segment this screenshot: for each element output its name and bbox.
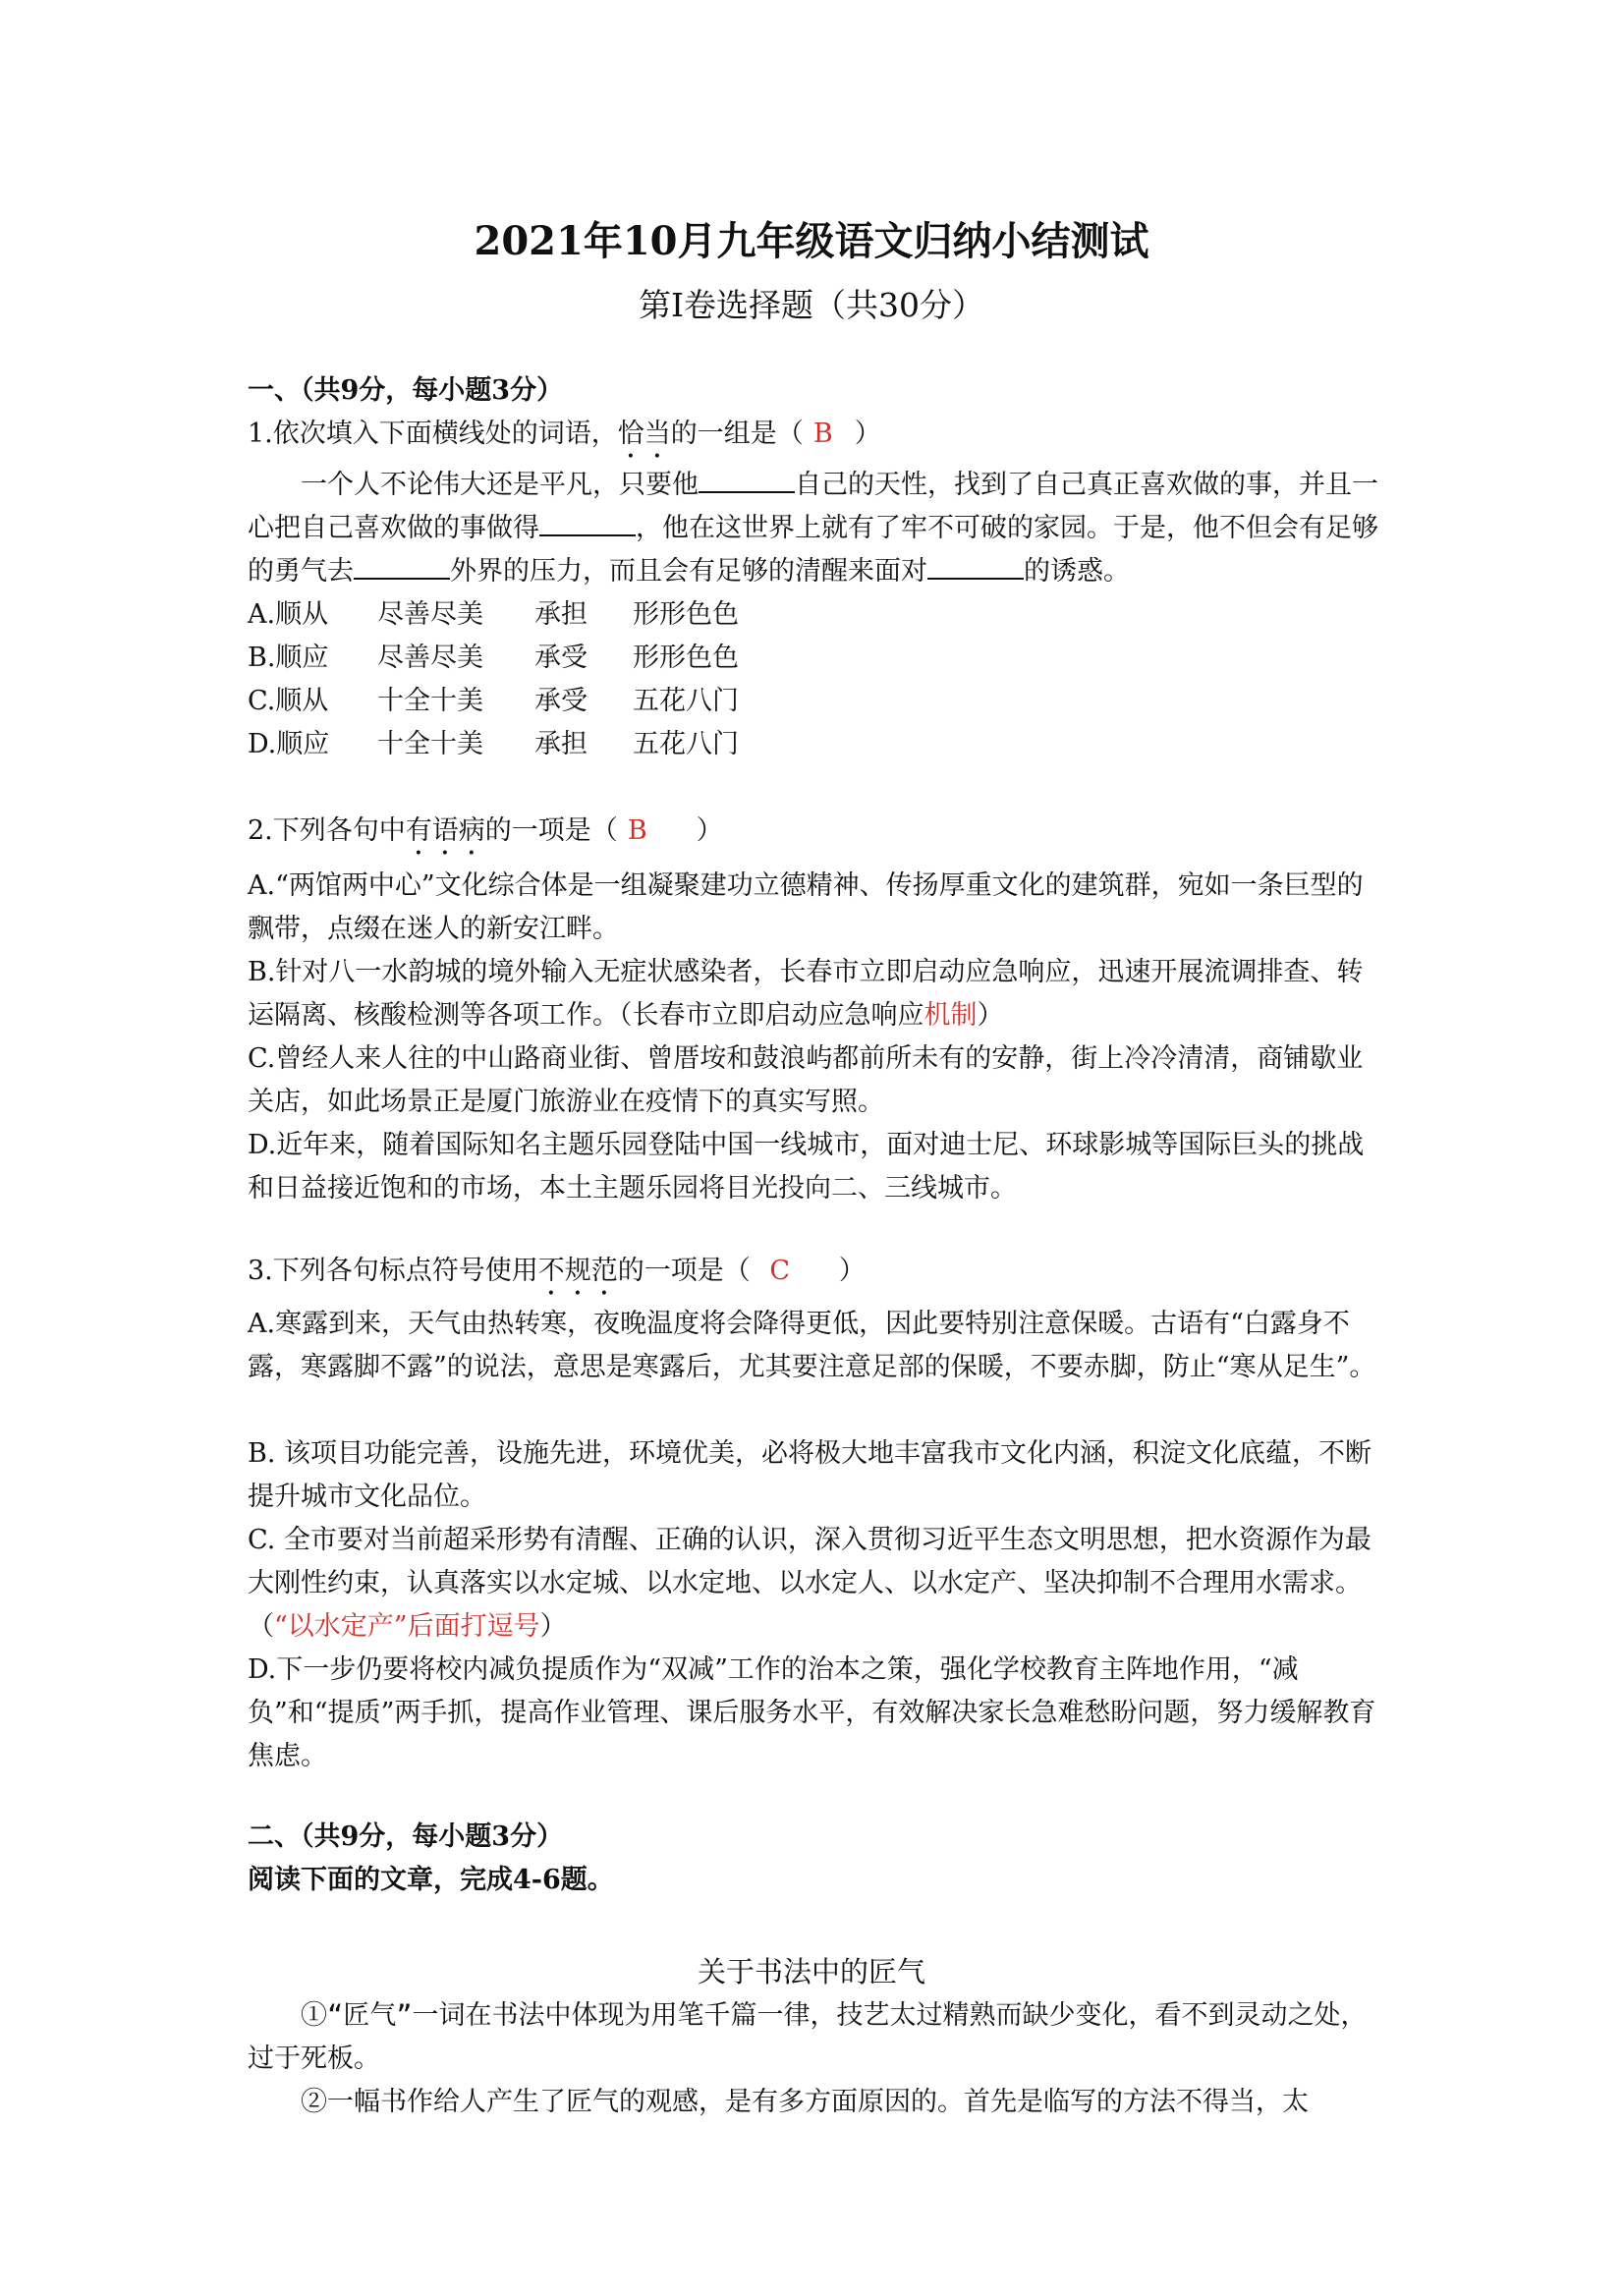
opt-d-2: 十全十美 <box>377 729 483 759</box>
q1-answer: B <box>812 419 833 449</box>
q1-option-d <box>248 723 1387 766</box>
q2-close: ） <box>696 815 723 846</box>
opt-b-1: B.顺应 <box>248 643 329 673</box>
page-title: 2021年10月九年级语文归纳小结测试 <box>474 218 1149 264</box>
q2-note-red: 机制 <box>923 1000 978 1031</box>
q2-prefix: 2.下列各句中 <box>248 815 406 846</box>
q1-emphasis: 恰当 <box>617 419 671 449</box>
q2-stem <box>248 810 1387 862</box>
page-subtitle: 第Ⅰ卷选择题（共30分） <box>638 286 985 324</box>
q1-prefix: 1.依次填入下面横线处的词语， <box>248 419 618 449</box>
q3-option-b: B. 该项目功能完善，设施先进，环境优美，必将极大地丰富我市文化内涵，积淀文化底蕴，不断提升城市文化品位。 <box>248 1438 1372 1512</box>
opt-d-1: D.顺应 <box>248 729 330 759</box>
q1-passage-part5: 的诱惑。 <box>1024 556 1130 587</box>
q1-passage-part3: ，他在这世界上就有了牢不可破的家园。于是，他不但会有足够的勇气去 <box>248 513 1378 587</box>
opt-d-3: 承担 <box>534 729 588 759</box>
q2-note-close: ） <box>977 1000 1004 1031</box>
q3-option-c <box>248 1519 1387 1649</box>
opt-d-4: 五花八门 <box>633 729 739 759</box>
q3-note-red: “以水定产”后面打逗号 <box>274 1611 540 1642</box>
opt-c-2: 十全十美 <box>377 686 483 716</box>
article-paragraph-2: ②一幅书作给人产生了匠气的观感，是有多方面原因的。首先是临写的方法不得当，太 <box>301 2087 1309 2117</box>
q1-stem <box>248 413 1387 465</box>
q1-passage-part1: 一个人不论伟大还是平凡，只要他 <box>301 470 699 500</box>
q1-suffix: 的一组是（ <box>670 419 804 449</box>
q1-close: ） <box>854 419 881 449</box>
q1-option-c <box>248 680 1387 723</box>
section1-heading: 一、（共9分，每小题3分） <box>248 375 564 406</box>
q3-note-close: ） <box>539 1611 567 1642</box>
q1-option-b <box>248 637 1387 680</box>
opt-a-2: 尽善尽美 <box>377 599 483 630</box>
q3-stem <box>248 1250 1387 1302</box>
q3-option-c-text: C. 全市要对当前超采形势有清醒、正确的认识，深入贯彻习近平生态文明思想，把水资源作为最大刚性约束，认真落实以水定城、以水定地、以水定人、以水定产、坚决抑制不合理用水需求。 <box>248 1525 1371 1598</box>
q2-option-c: C.曾经人来人往的中山路商业街、曾厝垵和鼓浪屿都前所未有的安静，街上冷冷清清，商铺歇业关店，如此场景正是厦门旅游业在疫情下的真实写照。 <box>248 1043 1364 1117</box>
q2-note-prefix: （长春市立即启动应急响应 <box>619 1000 924 1031</box>
opt-a-3: 承担 <box>534 599 588 630</box>
q1-blank-2 <box>539 507 636 536</box>
q2-emphasis: 有语病 <box>405 815 485 846</box>
q1-blank-1 <box>699 464 795 493</box>
article-paragraph-1: ①“匠气”一词在书法中体现为用笔千篇一律，技艺太过精熟而缺少变化，看不到灵动之处，过于死板。 <box>248 2000 1368 2074</box>
opt-b-2: 尽善尽美 <box>377 643 483 673</box>
q2-suffix: 的一项是（ <box>484 815 618 846</box>
q3-prefix: 3.下列各句标点符号使用 <box>248 1256 538 1286</box>
article-title: 关于书法中的匠气 <box>697 1955 925 1988</box>
q3-answer: C <box>769 1256 791 1286</box>
q1-passage-part4: 外界的压力，而且会有足够的清醒来面对 <box>450 556 927 587</box>
q3-close: ） <box>838 1256 866 1286</box>
opt-a-4: 形形色色 <box>633 599 739 630</box>
q1-passage <box>248 464 1387 593</box>
q1-option-a <box>248 593 1387 637</box>
q1-passage-part2: 自己的天性，找到了自己真正喜欢做的事，并且一心把自己喜欢做的事做得 <box>248 470 1378 543</box>
opt-a-1: A.顺从 <box>248 599 329 630</box>
q1-blank-4 <box>927 550 1024 580</box>
q1-options <box>248 593 1387 766</box>
q3-option-d: D.下一步仍要将校内减负提质作为“双减”工作的治本之策，强化学校教育主阵地作用，“减负”和“提质”两手抓，提高作业管理、课后服务水平，有效解决家长急难愁盼问题，努力缓解教育焦虑。 <box>248 1654 1376 1771</box>
opt-c-3: 承受 <box>534 686 588 716</box>
q2-answer: B <box>627 815 647 846</box>
q2-option-b <box>248 951 1387 1037</box>
q2-option-b-text: B.针对八一水韵城的境外输入无症状感染者，长春市立即启动应急响应，迅速开展流调排查、转运隔离、核酸检测等各项工作。 <box>248 957 1364 1031</box>
q2-option-d: D.近年来，随着国际知名主题乐园登陆中国一线城市，面对迪士尼、环球影城等国际巨头的挑战和日益接近饱和的市场，本土主题乐园将目光投向二、三线城市。 <box>248 1130 1365 1204</box>
opt-c-1: C.顺从 <box>248 686 329 716</box>
q3-option-a: A.寒露到来，天气由热转寒，夜晚温度将会降得更低，因此要特别注意保暖。古语有“白露身不露，寒露脚不露”的说法，意思是寒露后，尤其要注意足部的保暖，不要赤脚，防止“寒从足生”。 <box>248 1309 1376 1382</box>
opt-b-3: 承受 <box>534 643 588 673</box>
opt-c-4: 五花八门 <box>633 686 739 716</box>
q1-blank-3 <box>354 550 450 580</box>
section2-heading: 二、（共9分，每小题3分） <box>248 1821 564 1852</box>
q2-option-a: A.“两馆两中心”文化综合体是一组凝聚建功立德精神、传扬厚重文化的建筑群，宛如一条巨型的飘带，点缀在迷人的新安江畔。 <box>248 870 1364 944</box>
q3-emphasis: 不规范 <box>537 1256 618 1286</box>
section2-instruction: 阅读下面的文章，完成4-6题。 <box>248 1865 614 1895</box>
q3-suffix: 的一项是（ <box>617 1256 751 1286</box>
opt-b-4: 形形色色 <box>633 643 739 673</box>
q3-note-open: （ <box>248 1611 274 1642</box>
